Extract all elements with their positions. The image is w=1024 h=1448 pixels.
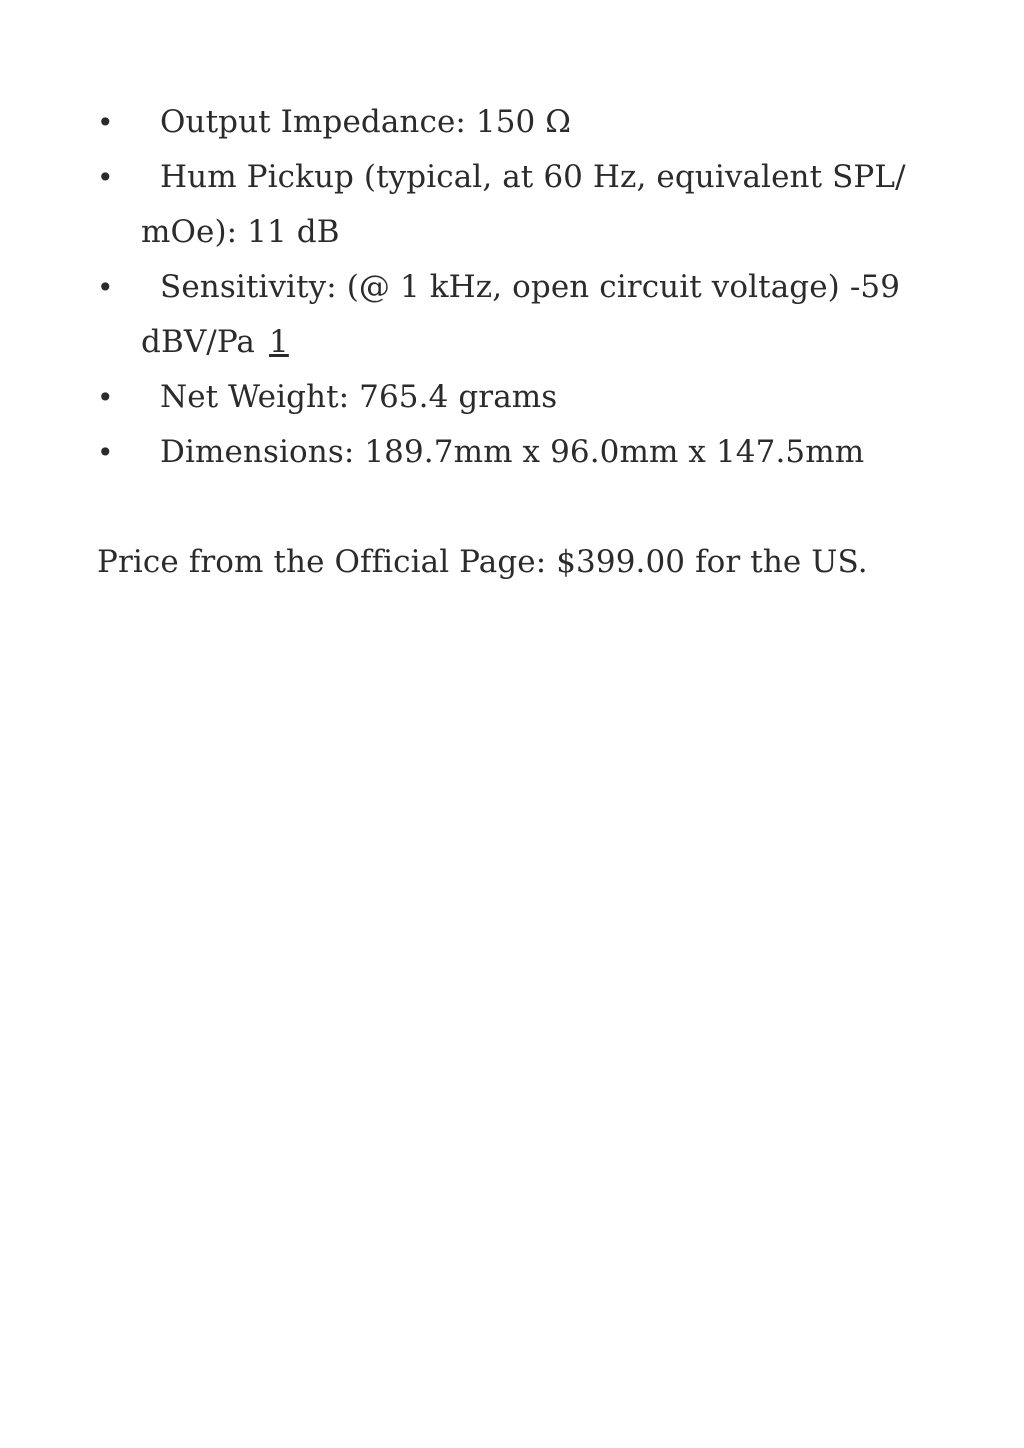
spec-item-net-weight: [97, 370, 927, 425]
spec-item-hum-pickup: [97, 150, 927, 260]
spec-list: [97, 95, 927, 480]
bullet-icon: •: [97, 381, 114, 414]
bullet-icon: •: [97, 271, 114, 304]
spec-text: Dimensions: 189.7mm x 96.0mm x 147.5mm: [160, 434, 865, 470]
spec-item-sensitivity: [97, 260, 927, 370]
footnote-link[interactable]: 1: [269, 324, 289, 360]
price-paragraph: Price from the Official Page: $399.00 for the US.: [97, 544, 868, 580]
spec-item-dimensions: [97, 425, 927, 480]
bullet-icon: •: [97, 161, 114, 194]
spec-text: Output Impedance: 150 Ω: [160, 104, 572, 140]
bullet-icon: •: [97, 436, 114, 469]
bullet-icon: •: [97, 106, 114, 139]
spec-item-output-impedance: [97, 95, 927, 150]
spec-text: Net Weight: 765.4 grams: [160, 379, 558, 415]
spec-text: Hum Pickup (typical, at 60 Hz, equivalent SPL/ mOe): 11 dB: [141, 159, 906, 250]
spec-text: Sensitivity: (@ 1 kHz, open circuit voltage) -59 dBV/Pa: [141, 269, 901, 360]
